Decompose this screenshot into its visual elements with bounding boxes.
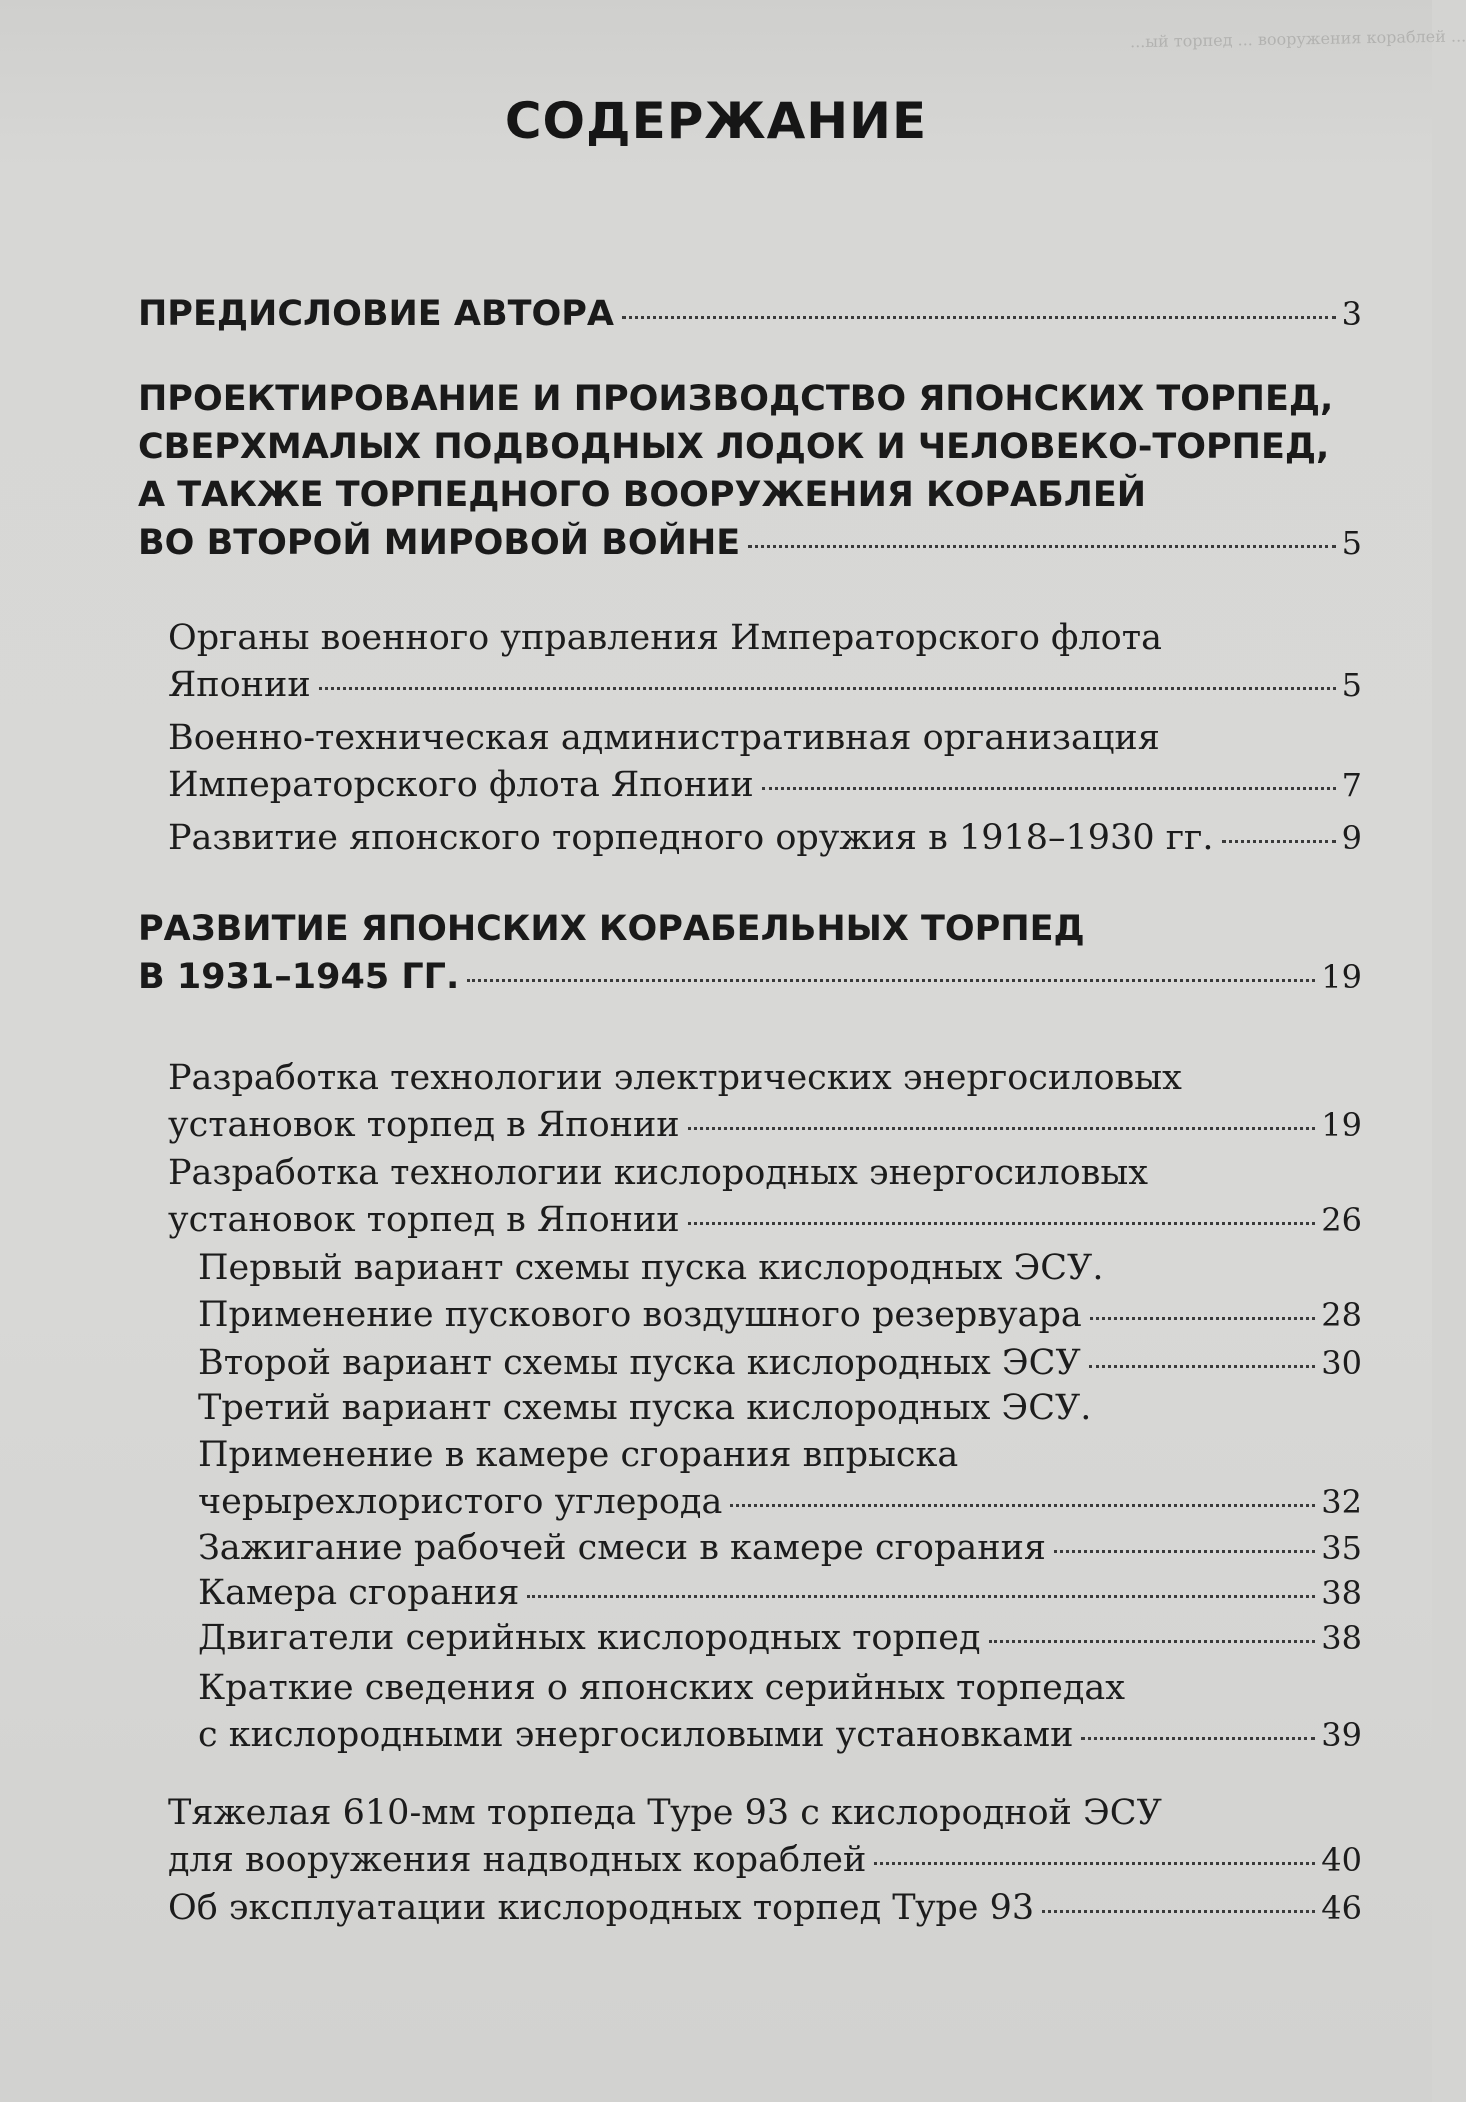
toc-page-number: 7: [1341, 766, 1362, 804]
dot-leader: [622, 316, 1336, 319]
dot-leader: [1054, 1550, 1315, 1553]
toc-line-text: Японии: [168, 665, 311, 705]
toc-section[interactable]: [138, 905, 1362, 1001]
toc-page-number: 19: [1321, 1106, 1362, 1144]
toc-item[interactable]: [168, 815, 1362, 862]
toc-item[interactable]: [168, 1150, 1362, 1244]
toc-line-text: Военно-техническая административная организация: [168, 718, 1160, 758]
toc-line-text: Первый вариант схемы пуска кислородных ЭСУ.: [198, 1248, 1104, 1288]
toc-line: [168, 1790, 1362, 1837]
toc-line: [168, 615, 1362, 662]
toc-line-text: ПРЕДИСЛОВИЕ АВТОРА: [138, 294, 615, 334]
toc-line-text: с кислородными энергосиловыми установками: [198, 1715, 1074, 1755]
toc-line-text: Третий вариант схемы пуска кислородных ЭСУ.: [198, 1388, 1092, 1428]
toc-item[interactable]: [168, 1055, 1362, 1149]
toc-line: [168, 662, 1362, 709]
dot-leader: [1042, 1910, 1315, 1913]
toc-line: [198, 1292, 1362, 1339]
toc-page-number: 32: [1321, 1483, 1362, 1521]
toc-line-text: Органы военного управления Императорского флота: [168, 618, 1162, 658]
toc-line-text: В 1931–1945 ГГ.: [138, 957, 460, 997]
toc-page-number: 40: [1321, 1841, 1362, 1879]
toc-line: [198, 1712, 1362, 1759]
toc-item[interactable]: [198, 1245, 1362, 1339]
toc-line: [198, 1570, 1362, 1617]
toc-item[interactable]: [198, 1665, 1362, 1759]
toc-line: [138, 290, 1362, 338]
toc-line: [138, 519, 1362, 567]
toc-line-text: Об эксплуатации кислородных торпед Type 93: [168, 1888, 1035, 1928]
toc-line-text: ВО ВТОРОЙ МИРОВОЙ ВОЙНЕ: [138, 523, 741, 563]
toc-line-text: Камера сгорания: [198, 1573, 520, 1613]
dot-leader: [989, 1640, 1316, 1643]
toc-line-text: Зажигание рабочей смеси в камере сгорания: [198, 1528, 1046, 1568]
toc-line-text: Применение пускового воздушного резервуара: [198, 1295, 1082, 1335]
toc-page-number: 30: [1321, 1344, 1362, 1382]
toc-item[interactable]: [198, 1340, 1362, 1387]
toc-line: [168, 1197, 1362, 1244]
toc-line: [168, 1102, 1362, 1149]
toc-page-number: 35: [1321, 1529, 1362, 1567]
dot-leader: [688, 1222, 1316, 1225]
toc-page-number: 19: [1321, 958, 1362, 996]
toc-item[interactable]: [168, 715, 1362, 809]
toc-page-number: 26: [1321, 1201, 1362, 1239]
toc-page-number: 39: [1321, 1716, 1362, 1754]
toc-line: [168, 1837, 1362, 1884]
toc-item[interactable]: [168, 1885, 1362, 1932]
toc-line-text: Второй вариант схемы пуска кислородных ЭСУ: [198, 1343, 1081, 1383]
toc-item[interactable]: [198, 1385, 1362, 1526]
toc-line: [198, 1432, 1362, 1479]
toc-line: [168, 1055, 1362, 1102]
dot-leader: [748, 545, 1335, 548]
toc-line: [138, 423, 1362, 471]
toc-line: [198, 1615, 1362, 1662]
toc-line: [168, 762, 1362, 809]
dot-leader: [688, 1127, 1316, 1130]
toc-page-number: 38: [1321, 1574, 1362, 1612]
toc-line: [198, 1245, 1362, 1292]
toc-line: [198, 1665, 1362, 1712]
toc-page-number: 28: [1321, 1296, 1362, 1334]
running-head: ...ый торпед ... вооружения кораблей ...: [1129, 26, 1466, 52]
toc-item[interactable]: [168, 1790, 1362, 1884]
toc-line-text: А ТАКЖЕ ТОРПЕДНОГО ВООРУЖЕНИЯ КОРАБЛЕЙ: [138, 475, 1147, 515]
toc-line: [168, 815, 1362, 862]
toc-line-text: Разработка технологии кислородных энергосиловых: [168, 1153, 1148, 1193]
toc-page-number: 9: [1341, 819, 1362, 857]
toc-line: [198, 1385, 1362, 1432]
dot-leader: [319, 687, 1336, 690]
dot-leader: [1222, 840, 1336, 843]
toc-item[interactable]: [168, 615, 1362, 709]
toc-line-text: ПРОЕКТИРОВАНИЕ И ПРОИЗВОДСТВО ЯПОНСКИХ ТОРПЕД,: [138, 379, 1334, 419]
toc-line: [138, 375, 1362, 423]
toc-line-text: установок торпед в Японии: [168, 1200, 680, 1240]
toc-line-text: Развитие японского торпедного оружия в 1918–1930 гг.: [168, 818, 1214, 858]
toc-line: [168, 715, 1362, 762]
toc-page-number: 5: [1341, 666, 1362, 704]
toc-line-text: Краткие сведения о японских серийных торпедах: [198, 1668, 1126, 1708]
dot-leader: [730, 1504, 1315, 1507]
toc-line: [198, 1525, 1362, 1572]
toc-line-text: Двигатели серийных кислородных торпед: [198, 1618, 981, 1658]
toc-page-number: 3: [1341, 295, 1362, 333]
toc-line-text: Применение в камере сгорания впрыска: [198, 1435, 959, 1475]
toc-item[interactable]: [198, 1570, 1362, 1617]
toc-line-text: черырехлористого углерода: [198, 1482, 723, 1522]
toc-line-text: СВЕРХМАЛЫХ ПОДВОДНЫХ ЛОДОК И ЧЕЛОВЕКО-ТОРПЕД,: [138, 427, 1330, 467]
dot-leader: [874, 1862, 1315, 1865]
toc-section[interactable]: [138, 290, 1362, 338]
toc-line: [138, 471, 1362, 519]
toc-line: [168, 1150, 1362, 1197]
toc-line-text: Тяжелая 610-мм торпеда Type 93 с кислородной ЭСУ: [168, 1793, 1162, 1833]
toc-line-text: для вооружения надводных кораблей: [168, 1840, 867, 1880]
toc-section[interactable]: [138, 375, 1362, 567]
toc-line: [198, 1479, 1362, 1526]
toc-item[interactable]: [198, 1525, 1362, 1572]
toc-line: [138, 905, 1362, 953]
toc-page-number: 46: [1321, 1889, 1362, 1927]
toc-line-text: РАЗВИТИЕ ЯПОНСКИХ КОРАБЕЛЬНЫХ ТОРПЕД: [138, 909, 1085, 949]
toc-line-text: Разработка технологии электрических энергосиловых: [168, 1058, 1182, 1098]
toc-line-text: Императорского флота Японии: [168, 765, 754, 805]
toc-line: [198, 1340, 1362, 1387]
page-title: СОДЕРЖАНИЕ: [504, 92, 928, 150]
toc-line: [168, 1885, 1362, 1932]
toc-item[interactable]: [198, 1615, 1362, 1662]
toc-page-number: 38: [1321, 1619, 1362, 1657]
dot-leader: [762, 787, 1336, 790]
dot-leader: [527, 1595, 1315, 1598]
dot-leader: [467, 979, 1315, 982]
toc-page-number: 5: [1341, 524, 1362, 562]
dot-leader: [1089, 1365, 1316, 1368]
dot-leader: [1081, 1737, 1315, 1740]
toc-line-text: установок торпед в Японии: [168, 1105, 680, 1145]
toc-line: [138, 953, 1362, 1001]
dot-leader: [1090, 1317, 1316, 1320]
